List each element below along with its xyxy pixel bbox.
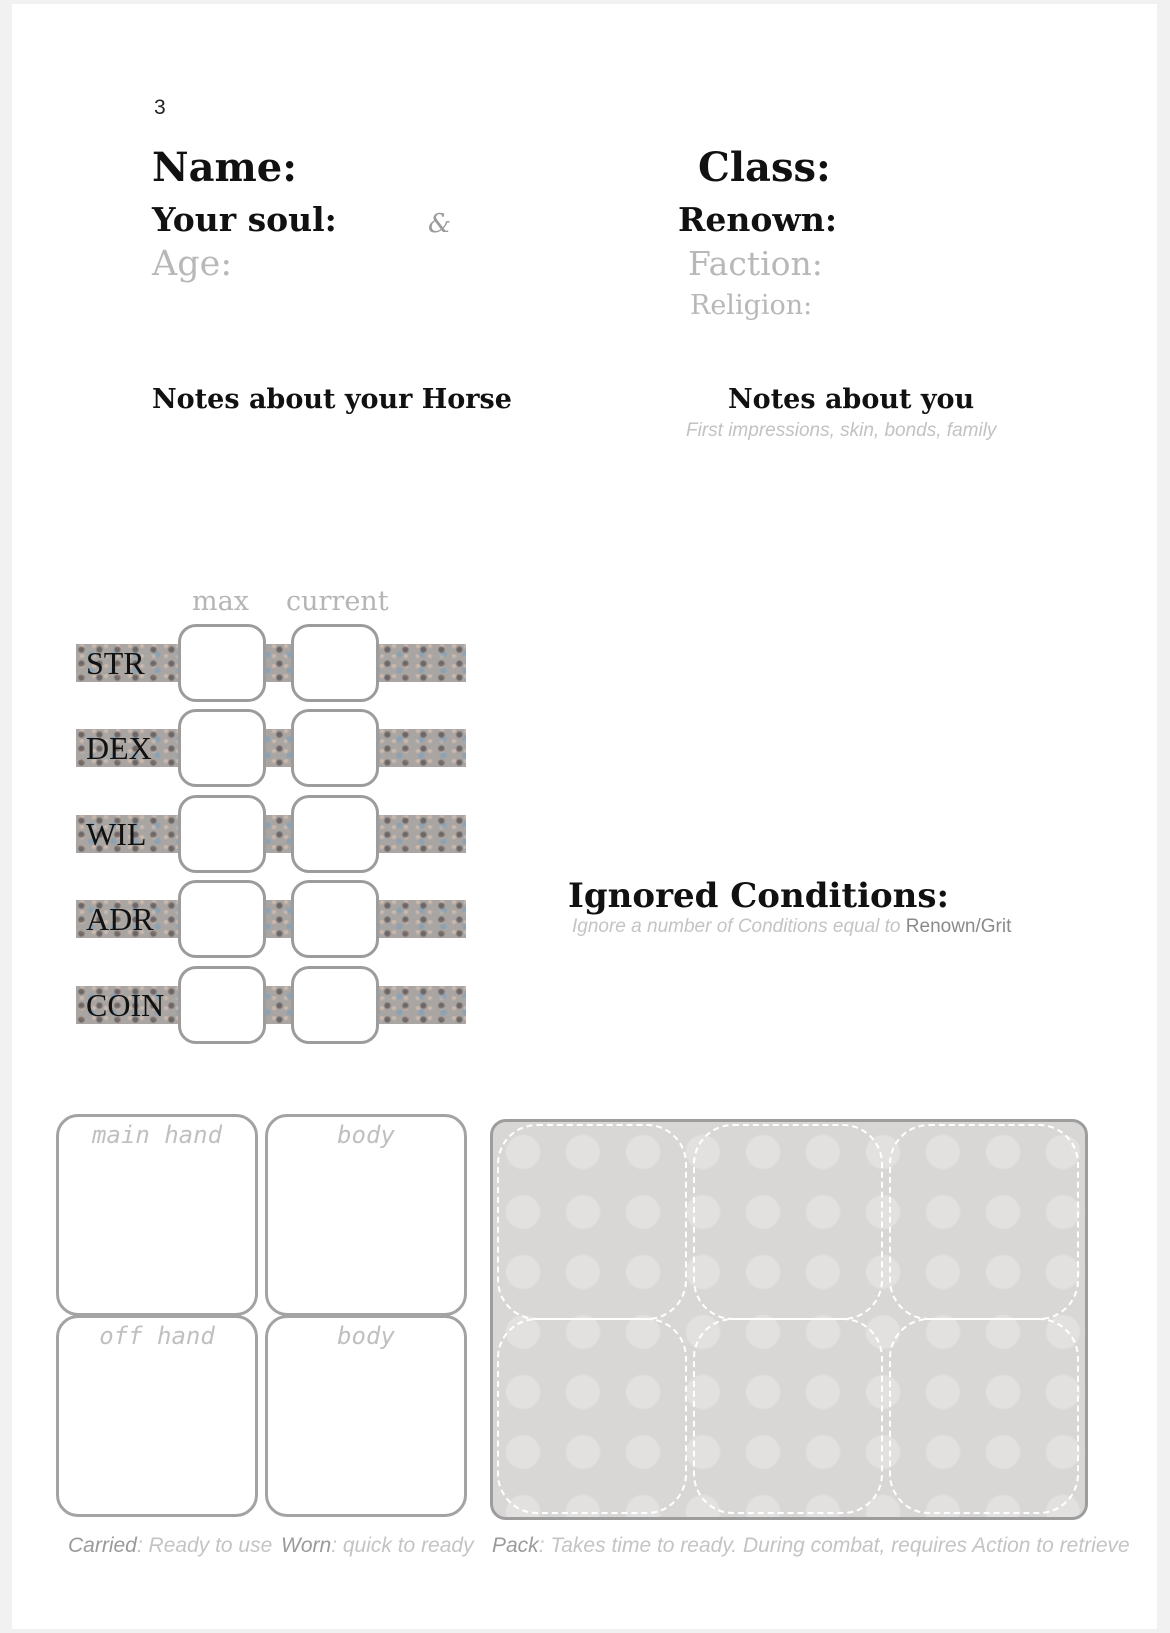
conditions-hint-text: Ignore a number of Conditions equal to bbox=[572, 916, 901, 937]
pack-slot[interactable] bbox=[497, 1124, 687, 1320]
pack-slot[interactable] bbox=[693, 1318, 883, 1514]
stat-row-wil bbox=[76, 815, 466, 853]
slot-label: body bbox=[337, 1121, 395, 1149]
stat-row-coin bbox=[76, 986, 466, 1024]
faction-label: Faction: bbox=[688, 244, 823, 283]
wil-current-box[interactable] bbox=[291, 795, 379, 873]
adr-current-box[interactable] bbox=[291, 880, 379, 958]
soul-label: Your soul: bbox=[152, 200, 337, 239]
pack-text: : Takes time to ready. During combat, requires Action to retrieve bbox=[538, 1534, 1130, 1557]
ignored-conditions-title: Ignored Conditions: bbox=[568, 876, 950, 916]
name-label: Name: bbox=[152, 144, 298, 191]
stat-row-str bbox=[76, 644, 466, 682]
stat-label: DEX bbox=[86, 730, 152, 766]
character-sheet-page bbox=[12, 4, 1157, 1629]
coin-max-box[interactable] bbox=[178, 966, 266, 1044]
slot-label: main hand bbox=[91, 1121, 223, 1149]
coin-current-box[interactable] bbox=[291, 966, 379, 1044]
pack-grid bbox=[490, 1119, 1088, 1520]
main-hand-slot[interactable] bbox=[56, 1114, 258, 1316]
pack-slot[interactable] bbox=[889, 1318, 1079, 1514]
renown-label: Renown: bbox=[678, 200, 838, 239]
stat-label: COIN bbox=[86, 987, 165, 1023]
stat-row-dex bbox=[76, 729, 466, 767]
age-label: Age: bbox=[152, 244, 233, 284]
carried-key: Carried bbox=[68, 1534, 137, 1557]
str-current-box[interactable] bbox=[291, 624, 379, 702]
conditions-hint-emph: Renown/Grit bbox=[905, 916, 1012, 937]
off-hand-slot[interactable] bbox=[56, 1315, 258, 1517]
horse-notes-title: Notes about your Horse bbox=[152, 384, 512, 415]
carried-caption bbox=[68, 1534, 272, 1558]
stat-label: ADR bbox=[86, 901, 154, 937]
pack-slot[interactable] bbox=[693, 1124, 883, 1320]
body-slot-top[interactable] bbox=[265, 1114, 467, 1316]
class-label: Class: bbox=[698, 144, 831, 191]
religion-label: Religion: bbox=[690, 290, 813, 321]
adr-max-box[interactable] bbox=[178, 880, 266, 958]
stat-max-header: max bbox=[192, 586, 249, 617]
stat-label: STR bbox=[86, 645, 145, 681]
pack-slot[interactable] bbox=[889, 1124, 1079, 1320]
slot-label: body bbox=[337, 1322, 395, 1350]
pack-slot[interactable] bbox=[497, 1318, 687, 1514]
page-number: 3 bbox=[154, 96, 166, 119]
you-notes-title: Notes about you bbox=[728, 384, 975, 415]
worn-caption bbox=[281, 1534, 474, 1558]
stat-label: WIL bbox=[86, 816, 147, 852]
pack-key: Pack bbox=[492, 1534, 539, 1557]
dex-current-box[interactable] bbox=[291, 709, 379, 787]
worn-text: : quick to ready bbox=[331, 1534, 474, 1557]
soul-separator: & bbox=[428, 209, 452, 239]
stat-row-adr bbox=[76, 900, 466, 938]
you-notes-hint: First impressions, skin, bonds, family bbox=[686, 420, 997, 441]
pack-caption bbox=[492, 1534, 1130, 1558]
str-max-box[interactable] bbox=[178, 624, 266, 702]
dex-max-box[interactable] bbox=[178, 709, 266, 787]
worn-key: Worn bbox=[281, 1534, 332, 1557]
stat-current-header: current bbox=[286, 586, 389, 617]
wil-max-box[interactable] bbox=[178, 795, 266, 873]
carried-text: : Ready to use bbox=[136, 1534, 273, 1557]
ignored-conditions-hint bbox=[572, 916, 1011, 938]
body-slot-bottom[interactable] bbox=[265, 1315, 467, 1517]
slot-label: off hand bbox=[99, 1322, 215, 1350]
